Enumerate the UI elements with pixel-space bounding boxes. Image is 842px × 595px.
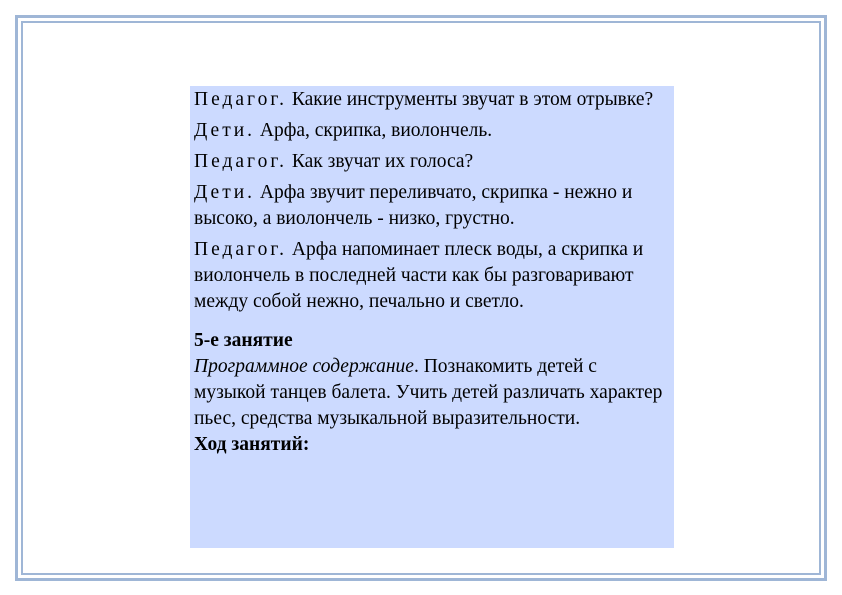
content-text: . Познакомить детей с музыкой танцев балета. Учить детей различать характер пьес, средства музыкальной выразительности. — [194, 356, 663, 429]
dialogue-line-5 — [194, 237, 670, 315]
course-heading: Ход занятий: — [194, 434, 310, 455]
dialogue-text: Как звучат их голоса? — [287, 151, 474, 172]
speaker-label: Педагог. — [194, 151, 287, 172]
speaker-label: Педагог. — [194, 239, 287, 260]
dialogue-text: Какие инструменты звучат в этом отрывке? — [287, 89, 654, 110]
speaker-label: Дети. — [194, 120, 256, 141]
dialogue-text: Арфа, скрипка, виолончель. — [255, 120, 493, 141]
dialogue-line-2 — [194, 118, 670, 144]
dialogue-line-1 — [194, 87, 670, 113]
lesson-content — [194, 354, 670, 432]
speaker-label: Педагог. — [194, 89, 287, 110]
dialogue-line-3 — [194, 149, 670, 175]
lesson-heading: 5-е занятие — [194, 330, 293, 351]
content-label: Программное содержание — [194, 356, 414, 377]
speaker-label: Дети. — [194, 182, 256, 203]
dialogue-text: Арфа напоминает плеск воды, а скрипка и виолончель в последней части как бы разговаривают между собой нежно, печально и светло. — [194, 239, 644, 312]
dialogue-line-4 — [194, 180, 670, 232]
text-box — [190, 86, 674, 548]
dialogue-text: Арфа звучит переливчато, скрипка - нежно и высоко, а виолончель - низко, грустно. — [194, 182, 633, 229]
